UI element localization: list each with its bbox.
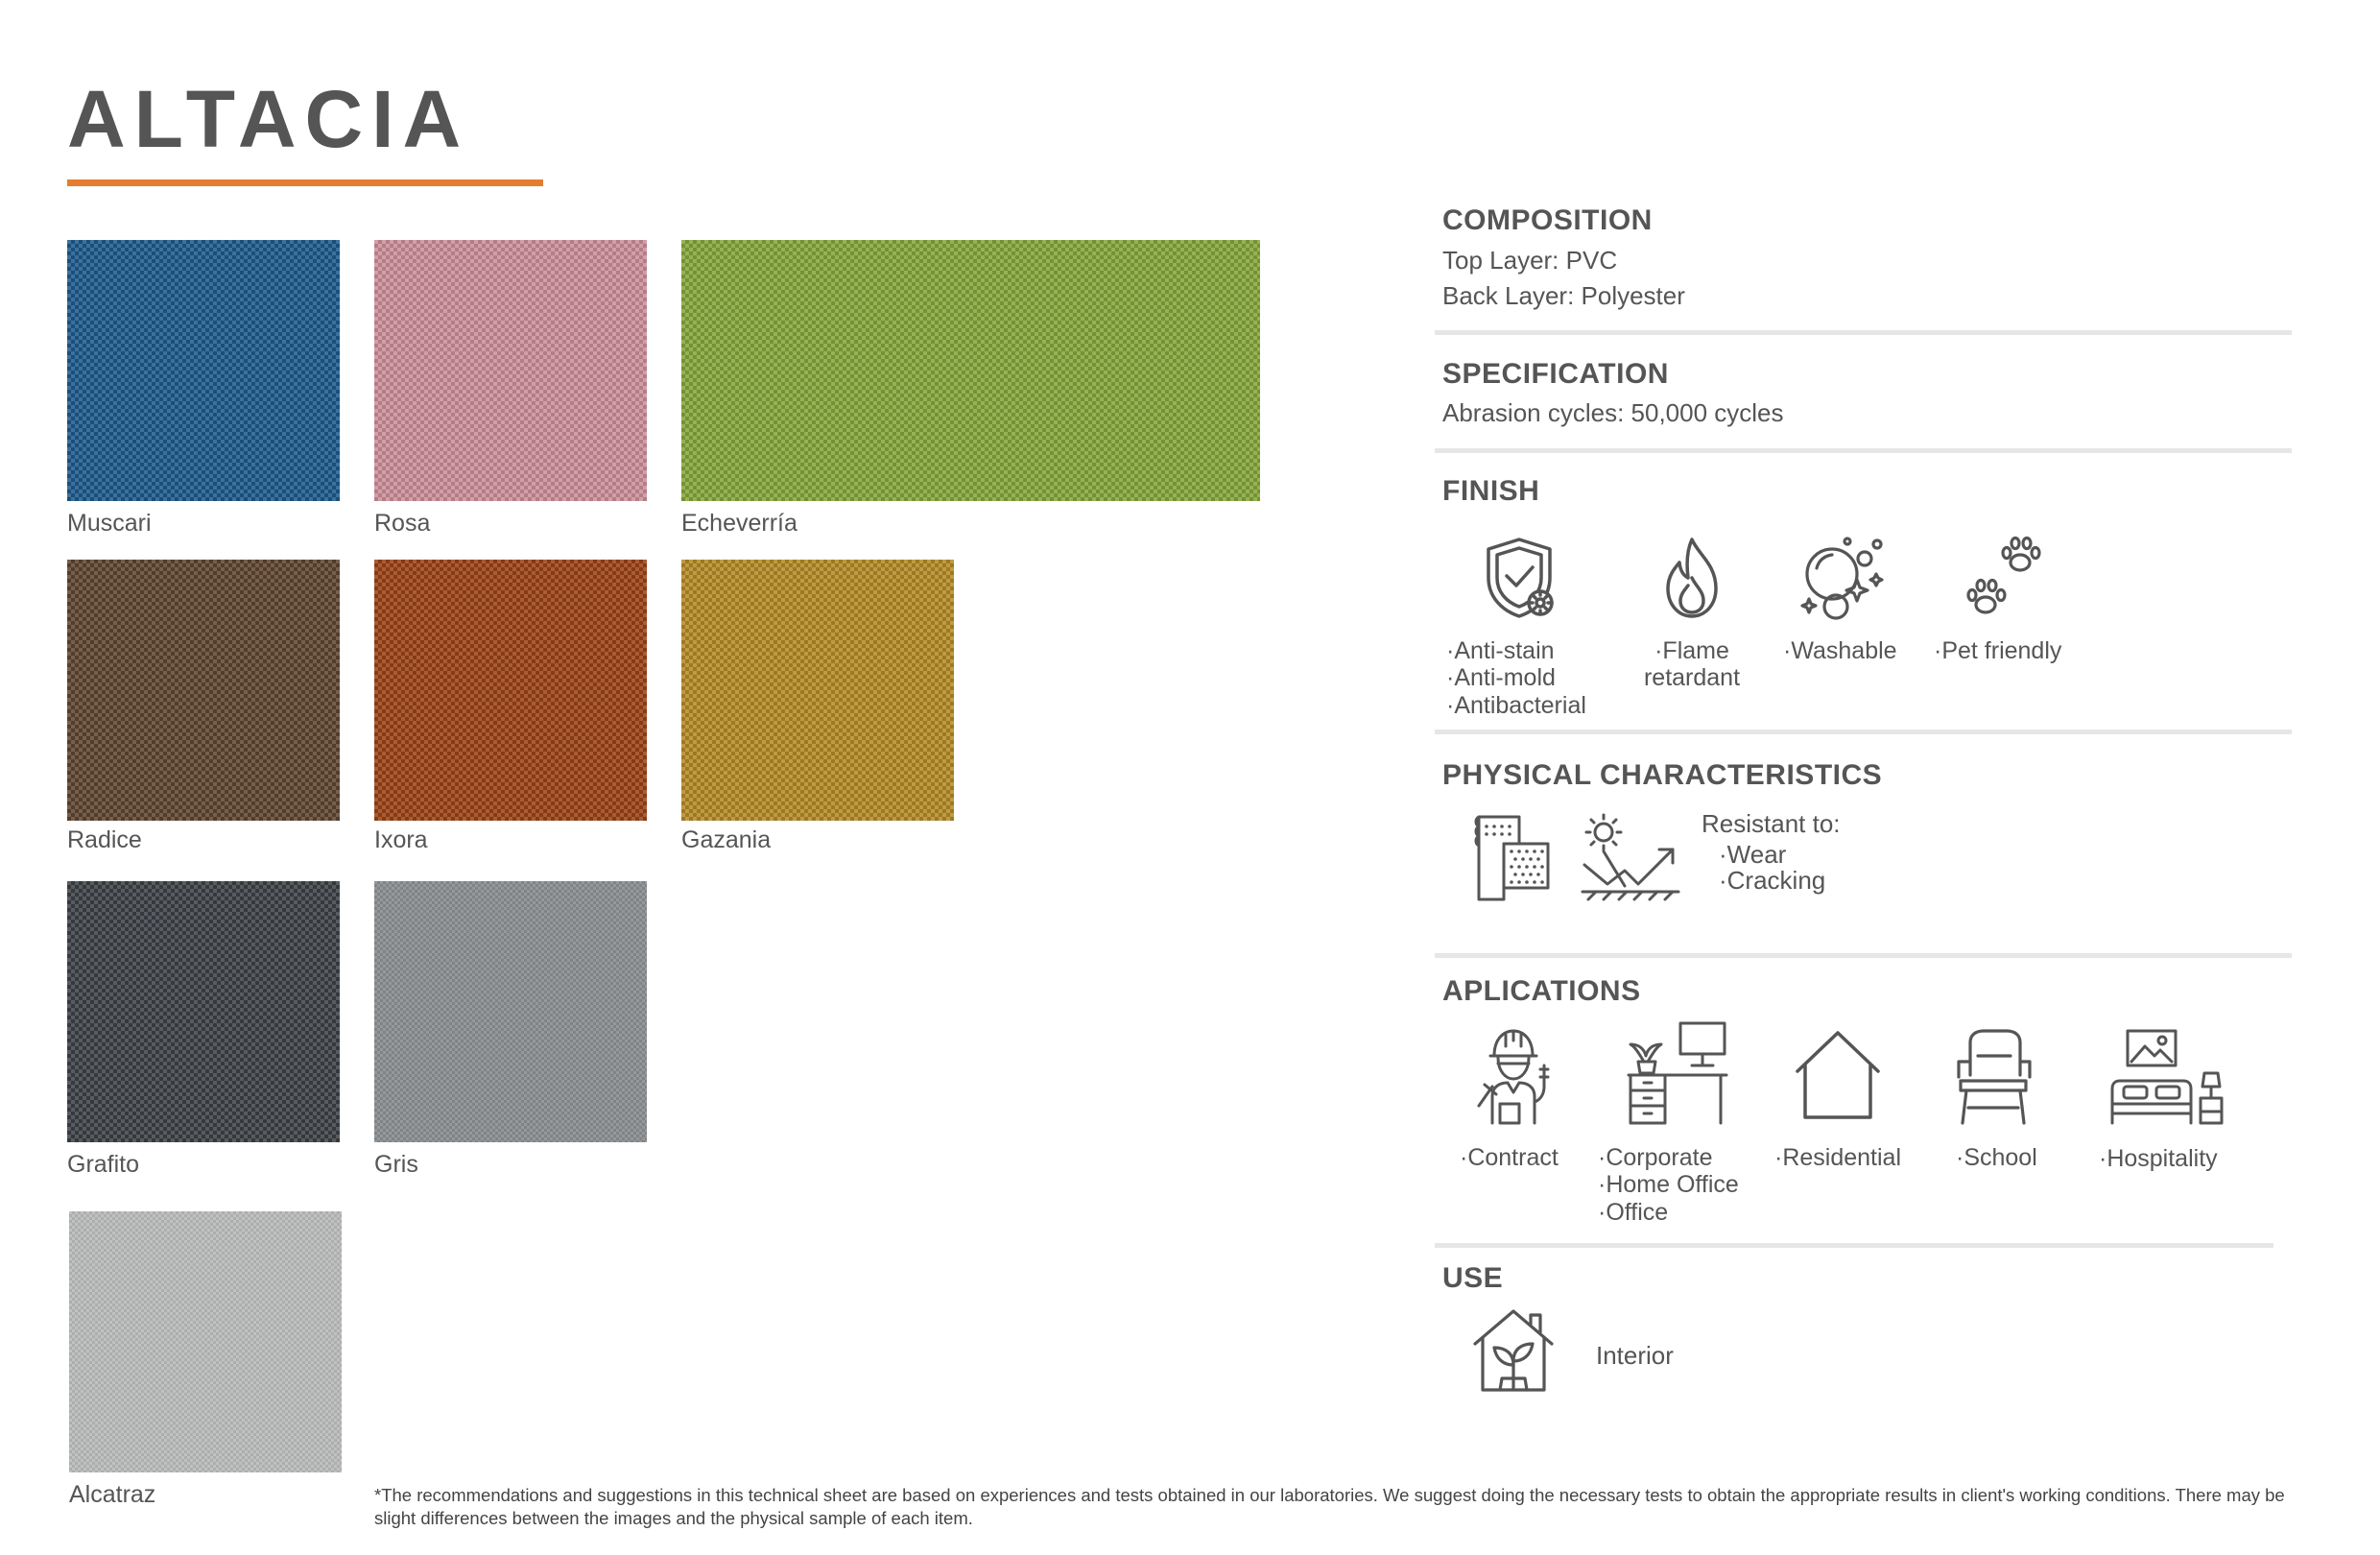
- physical-item-cracking: ·Cracking: [1719, 866, 1826, 895]
- house-icon: [1792, 1027, 1884, 1123]
- sun-resistance-icon: [1579, 811, 1682, 907]
- swatch-label-echeverria: Echeverría: [681, 510, 797, 537]
- app-caption-corporate: ·Corporate ·Home Office ·Office: [1598, 1144, 1739, 1226]
- composition-back-layer: Back Layer: Polyester: [1442, 281, 1685, 310]
- shield-check-icon: [1481, 536, 1558, 620]
- app-caption-hospitality: ·Hospitality: [2099, 1145, 2218, 1172]
- swatch-label-rosa: Rosa: [374, 510, 431, 537]
- swatch-rosa[interactable]: [374, 240, 647, 501]
- bubbles-sparkle-icon: [1797, 536, 1886, 622]
- worker-icon: [1473, 1027, 1559, 1127]
- swatch-gris[interactable]: [374, 881, 647, 1142]
- paw-prints-icon: [1961, 536, 2051, 622]
- title-underline: [67, 179, 543, 186]
- swatch-label-ixora: Ixora: [374, 826, 428, 853]
- hotel-bed-icon: [2106, 1027, 2225, 1127]
- app-caption-residential: ·Residential: [1774, 1144, 1902, 1171]
- swatch-label-muscari: Muscari: [67, 510, 152, 537]
- footnote: *The recommendations and suggestions in this technical sheet are based on experiences and tests obtained in our laboratories. We suggest doing the necessary tests to obtain the appropriate results in client's working conditions. There may be slight differences between the images and the physical sample of each item.: [374, 1485, 2285, 1528]
- swatch-label-gris: Gris: [374, 1151, 418, 1178]
- finish-caption-anti-stain: ·Anti-stain ·Anti-mold ·Antibacterial: [1446, 637, 1586, 719]
- finish-caption-flame: ·Flame retardant: [1643, 637, 1741, 692]
- house-plant-icon: [1471, 1305, 1556, 1394]
- composition-top-layer: Top Layer: PVC: [1442, 246, 1618, 275]
- divider: [1435, 730, 2292, 734]
- applications-title: APLICATIONS: [1442, 975, 1641, 1007]
- physical-resistant-to: Resistant to:: [1702, 809, 1841, 838]
- swatch-label-radice: Radice: [67, 826, 142, 853]
- swatch-ixora[interactable]: [374, 560, 647, 821]
- desk-icon: [1625, 1019, 1730, 1127]
- physical-title: PHYSICAL CHARACTERISTICS: [1442, 759, 1883, 791]
- swatch-echeverria[interactable]: [681, 240, 1260, 501]
- specification-title: SPECIFICATION: [1442, 358, 1669, 390]
- physical-item-wear: ·Wear: [1719, 840, 1787, 869]
- page-title: ALTACIA: [67, 74, 470, 164]
- swatch-radice[interactable]: [67, 560, 340, 821]
- divider: [1435, 1243, 2273, 1248]
- swatch-gazania[interactable]: [681, 560, 954, 821]
- specification-abrasion: Abrasion cycles: 50,000 cycles: [1442, 398, 1784, 427]
- fabric-sample-icon: [1471, 811, 1554, 907]
- flame-icon: [1658, 536, 1726, 620]
- swatch-label-gazania: Gazania: [681, 826, 772, 853]
- swatch-label-alcatraz: Alcatraz: [69, 1481, 156, 1508]
- finish-title: FINISH: [1442, 475, 1540, 507]
- app-caption-contract: ·Contract: [1460, 1144, 1559, 1171]
- app-caption-school: ·School: [1956, 1144, 2037, 1171]
- swatch-grafito[interactable]: [67, 881, 340, 1142]
- swatch-alcatraz[interactable]: [69, 1211, 342, 1472]
- swatch-label-grafito: Grafito: [67, 1151, 140, 1178]
- divider: [1435, 953, 2292, 958]
- divider: [1435, 330, 2292, 335]
- chair-icon: [1953, 1027, 2034, 1127]
- composition-title: COMPOSITION: [1442, 204, 1653, 236]
- divider: [1435, 448, 2292, 453]
- finish-caption-washable: ·Washable: [1783, 637, 1897, 664]
- finish-caption-pet-friendly: ·Pet friendly: [1934, 637, 2062, 664]
- use-title: USE: [1442, 1262, 1504, 1294]
- use-value: Interior: [1596, 1341, 1674, 1370]
- info-panel: [1435, 0, 2298, 1555]
- swatch-muscari[interactable]: [67, 240, 340, 501]
